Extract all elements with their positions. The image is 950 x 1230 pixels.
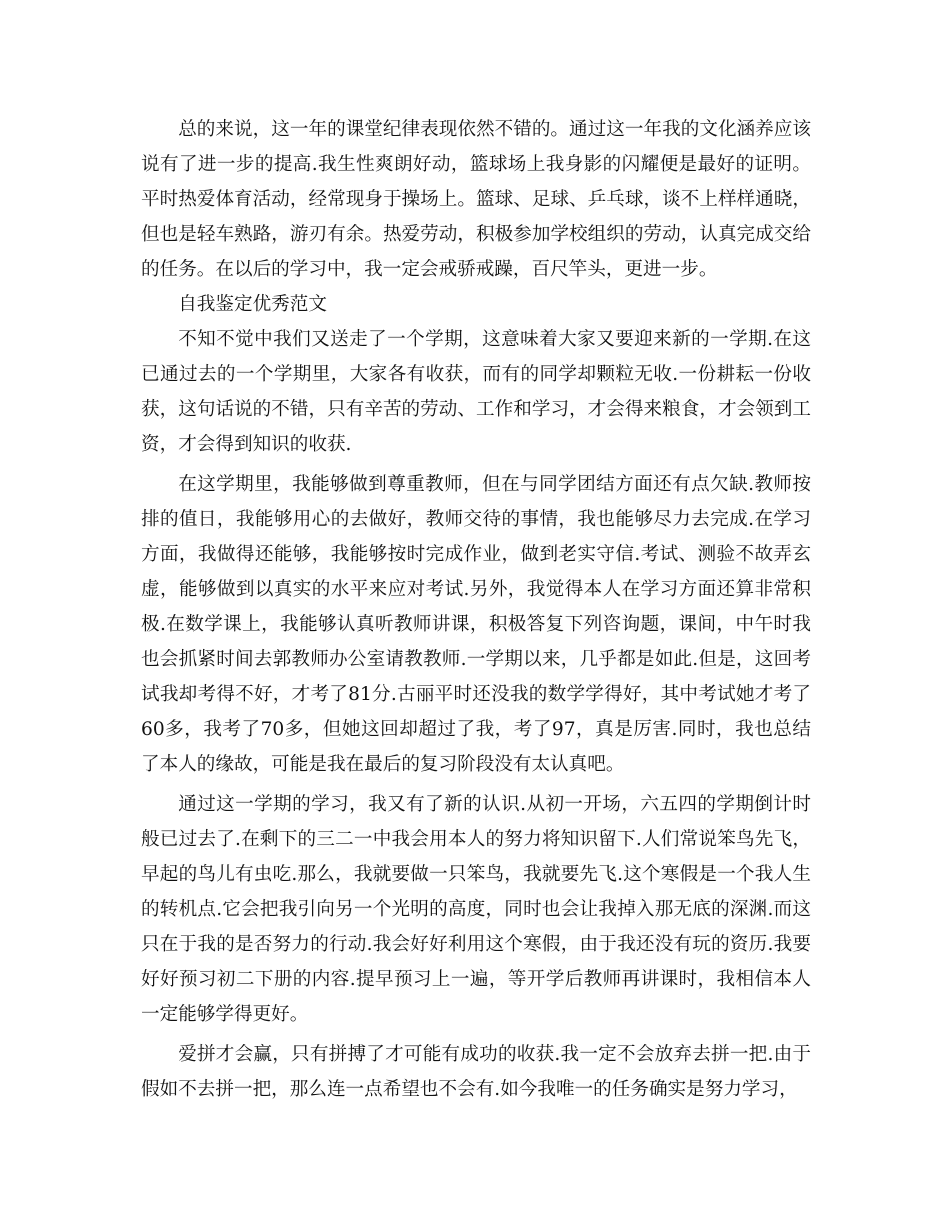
- paragraph-perseverance: 爱拼才会赢，只有拼搏了才可能有成功的收获.我一定不会放弃去拼一把.由于假如不去拼一把，那么连一点希望也不会有.如今我唯一的任务确实是努力学习，: [141, 1044, 811, 1100]
- section-heading: 自我鉴定优秀范文: [178, 294, 327, 315]
- paragraph-intro: 不知不觉中我们又送走了一个学期，这意味着大家又要迎来新的一学期.在这已通过去的一个学期里，大家各有收获，而有的同学却颗粒无收.一份耕耘一份收获，这句话说的不错，只有辛苦的劳动、工作和学习，才会得来粮食，才会领到工资，才会得到知识的收获.: [141, 329, 811, 455]
- paragraph-summary: 总的来说，这一年的课堂纪律表现依然不错的。通过这一年我的文化涵养应该说有了进一步的提高.我生性爽朗好动，篮球场上我身影的闪耀便是最好的证明。平时热爱体育活动，经常现身于操场上。篮球、足球、乒乓球，谈不上样样通晓，但也是轻车熟路，游刃有余。热爱劳动，积极参加学校组织的劳动，认真完成交给的任务。在以后的学习中，我一定会戒骄戒躁，百尺竿头，更进一步。: [141, 119, 811, 280]
- document-body: [141, 112, 811, 1107]
- paragraph-semester: 在这学期里，我能够做到尊重教师，但在与同学团结方面还有点欠缺.教师按排的值日，我能够用心的去做好，教师交待的事情，我也能够尽力去完成.在学习方面，我做得还能够，我能够按时完成作业，做到老实守信.考试、测验不故弄玄虚，能够做到以真实的水平来应对考试.另外，我觉得本人在学习方面还算非常积极.在数学课上，我能够认真听教师讲课，积极答复下列咨询题，课间，中午时我也会抓紧时间去郭教师办公室请教教师.一学期以来，几乎都是如此.但是，这回考试我却考得不好，才考了81分.古丽平时还没我的数学学得好，其中考试她才考了60多，我考了70多，但她这回却超过了我，考了97，真是厉害.同时，我也总结了本人的缘故，可能是我在最后的复习阶段没有太认真吧。: [141, 474, 811, 775]
- paragraph-new-understanding: 通过这一学期的学习，我又有了新的认识.从初一开场，六五四的学期倒计时般已过去了.在剩下的三二一中我会用本人的努力将知识留下.人们常说笨鸟先飞，早起的鸟儿有虫吃.那么，我就要做一只笨鸟，我就要先飞.这个寒假是一个我人生的转机点.它会把我引向另一个光明的高度，同时也会让我掉入那无底的深渊.而这只在于我的是否努力的行动.我会好好利用这个寒假，由于我还没有玩的资历.我要好好预习初二下册的内容.提早预习上一遍，等开学后教师再讲课时，我相信本人一定能够学得更好。: [141, 794, 811, 1025]
